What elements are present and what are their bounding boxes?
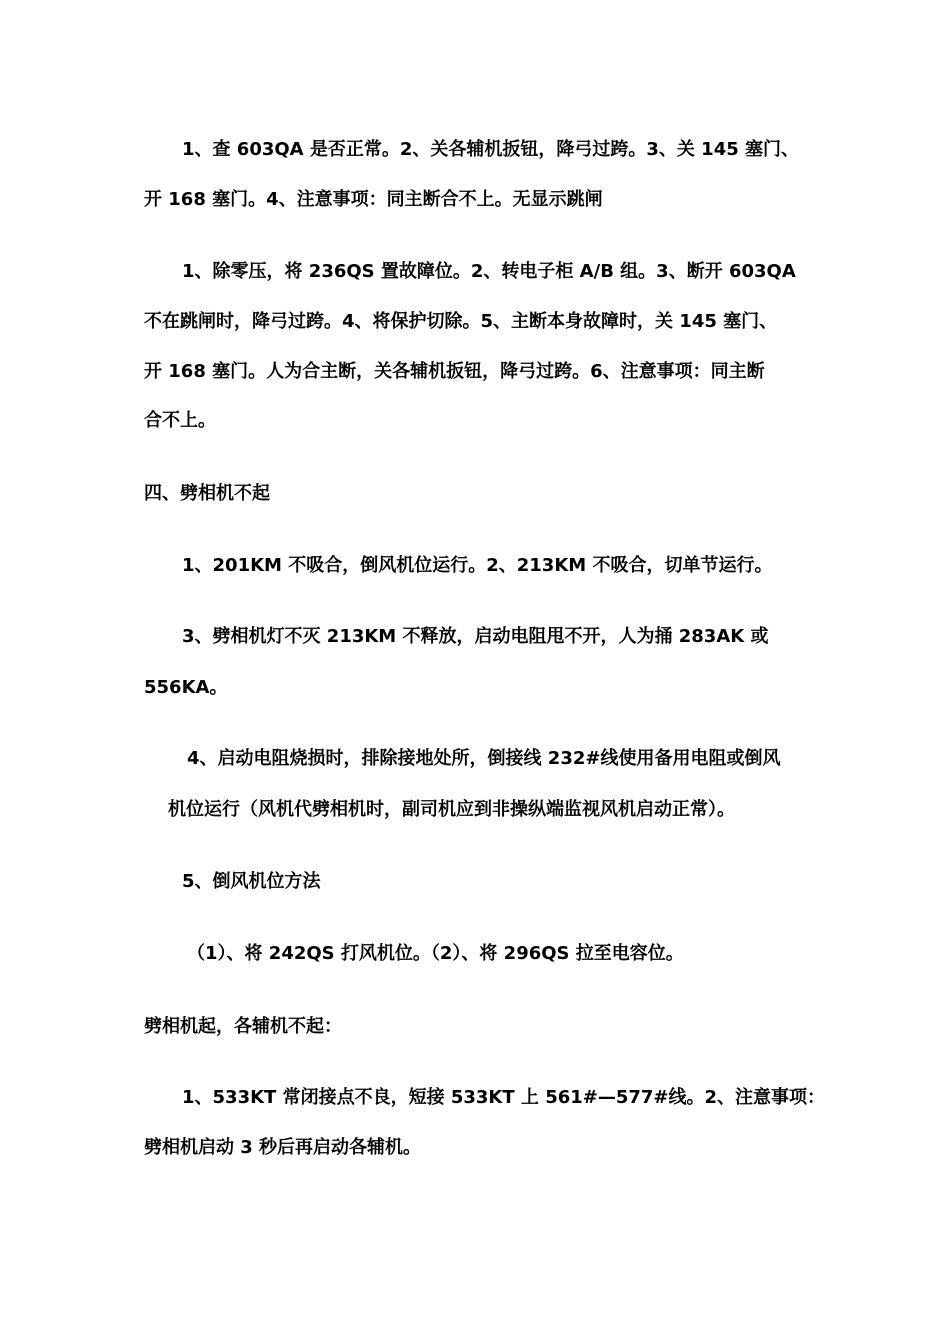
para7-line1: （1）、将 242QS 打风机位。（2）、将 296QS 拉至电容位。 — [187, 943, 684, 964]
para4-line2: 556KA。 — [144, 677, 228, 698]
para5-line2: 机位运行（风机代劈相机时，副司机应到非操纵端监视风机启动正常）。 — [168, 799, 735, 820]
para5-line1: 4、启动电阻烧损时，排除接地处所，倒接线 232#线使用备用电阻或倒风 — [187, 748, 781, 769]
para2-line1: 1、除零压，将 236QS 置故障位。2、转电子柜 A/B 组。3、断开 603QA — [182, 261, 796, 282]
para2-line3: 开 168 塞门。人为合主断，关各辅机扳钮，降弓过跨。6、注意事项：同主断 — [144, 361, 765, 382]
para4-line1: 3、劈相机灯不灭 213KM 不释放，启动电阻甩不开，人为捅 283AK 或 — [182, 626, 769, 647]
para3-line1: 1、201KM 不吸合，倒风机位运行。2、213KM 不吸合，切单节运行。 — [182, 555, 773, 576]
subheading-line: 劈相机起，各辅机不起： — [144, 1016, 342, 1037]
para2-line2: 不在跳闸时，降弓过跨。4、将保护切除。5、主断本身故障时，关 145 塞门、 — [144, 311, 778, 332]
section-heading-4: 四、劈相机不起 — [144, 483, 270, 504]
para6-line1: 5、倒风机位方法 — [182, 871, 321, 892]
para1-line2: 开 168 塞门。4、注意事项：同主断合不上。无显示跳闸 — [144, 189, 603, 210]
para8-line1: 1、533KT 常闭接点不良，短接 533KT 上 561#—577#线。2、注意事项： — [182, 1087, 826, 1108]
para1-line1: 1、查 603QA 是否正常。2、关各辅机扳钮，降弓过跨。3、关 145 塞门、 — [182, 139, 800, 160]
para2-line4: 合不上。 — [144, 410, 216, 431]
para8-line2: 劈相机启动 3 秒后再启动各辅机。 — [144, 1137, 422, 1158]
